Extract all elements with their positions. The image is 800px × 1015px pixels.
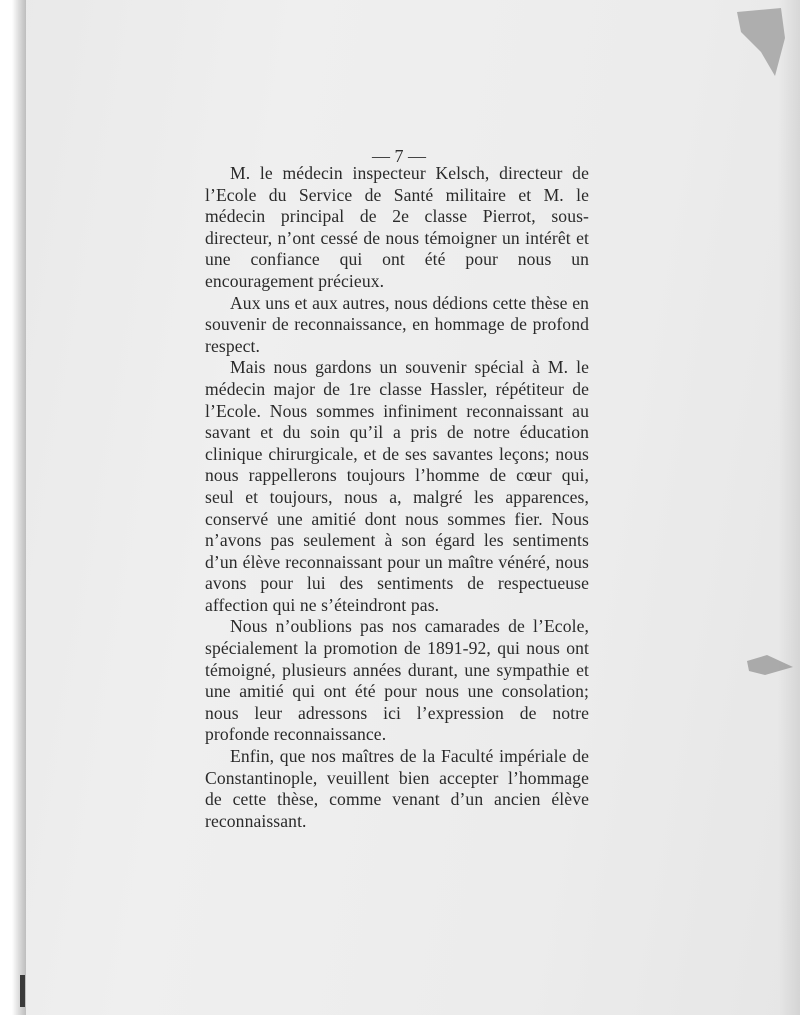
paragraph: M. le médecin inspecteur Kelsch, directeur de l’Ecole du Service de Santé militaire et M. le médecin principal de 2e classe Pierrot, sous-directeur, n’ont cessé de nous témoigner un intérêt et une confiance qui ont été pour nous un encouragement précieux. <box>205 163 589 291</box>
page-number-text: — 7 — <box>372 146 426 166</box>
edge-ink-mark <box>20 975 25 1007</box>
paragraph: Mais nous gardons un souvenir spécial à M. le médecin major de 1re classe Hassler, répétiteur de l’Ecole. Nous sommes infiniment reconnaissant au savant et du soin qu’il a pris de notre éducation clinique chirurgicale, et de ses savantes leçons; nous nous rappellerons toujours l’homme de cœur qui, seul et toujours, nous a, malgré les apparences, conservé une amitié dont nous sommes fier. Nous n’avons pas seulement à son égard les sentiments d’un élève reconnaissant pour un maître vénéré, nous avons pour lui des sentiments de respectueuse affection qui ne s’éteindront pas. <box>205 357 589 615</box>
paper-tab-middle <box>747 655 795 677</box>
paragraph: Nous n’oublions pas nos camarades de l’Ecole, spécialement la promotion de 1891-92, qui nous ont témoigné, plusieurs années durant, une sympathie et une amitié qui ont été pour nous une consolation; nous leur adressons ici l’expression de notre profonde reconnaissance. <box>205 616 589 745</box>
scanned-page <box>12 0 800 1015</box>
paper-tab-top <box>737 8 787 78</box>
paragraph: Enfin, que nos maîtres de la Faculté impériale de Constantinople, veuillent bien accepter l’hommage de cette thèse, comme venant d’un ancien élève reconnaissant. <box>205 746 589 831</box>
body-text <box>205 163 589 832</box>
paragraph: Aux uns et aux autres, nous dédions cette thèse en souvenir de reconnaissance, en hommage de profond respect. <box>205 292 589 356</box>
